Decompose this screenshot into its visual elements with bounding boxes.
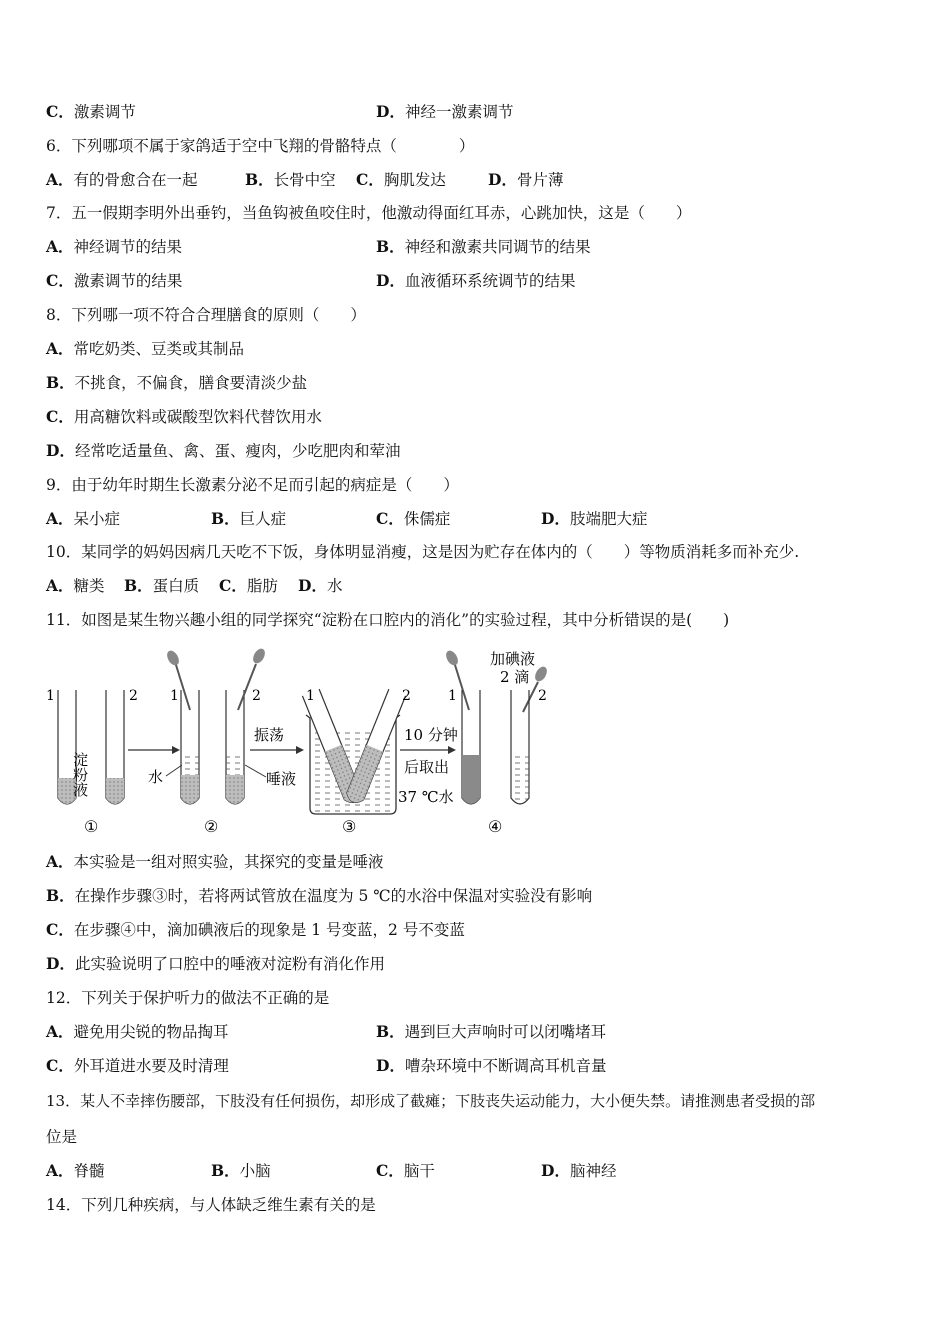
q13-stem-line1: 13．某人不幸摔伤腰部，下肢没有任何损伤，却形成了截瘫；下肢丧失运动能力，大小便失禁。请推测患者受损的部 xyxy=(46,1092,816,1110)
option-text: 激素调节 xyxy=(73,103,136,121)
q5-option-d xyxy=(376,102,513,122)
q8-option-b xyxy=(46,373,307,393)
water-bath-beaker xyxy=(302,688,410,814)
q8-stem: 8．下列哪一项不符合合理膳食的原则（ ） xyxy=(46,306,366,324)
option-label: A． xyxy=(46,852,74,871)
q11-option-b xyxy=(46,886,592,906)
q10-option-d xyxy=(298,576,342,596)
option-label: C． xyxy=(46,271,74,290)
take-out-label: 后取出 xyxy=(404,758,450,776)
q7-option-a xyxy=(46,237,182,257)
q12-option-d xyxy=(376,1056,606,1076)
q9-option-d xyxy=(541,509,647,529)
q12-stem: 12．下列关于保护听力的做法不正确的是 xyxy=(46,989,330,1007)
tube-number-1: 1 xyxy=(306,688,315,704)
option-label: A． xyxy=(46,1161,74,1180)
option-label: C． xyxy=(46,407,74,426)
option-label: D． xyxy=(376,102,405,121)
iodine-label: 加碘液 xyxy=(490,650,536,668)
option-text: 外耳道进水要及时清理 xyxy=(73,1057,229,1075)
option-label: A． xyxy=(46,339,74,358)
tube-number-1: 1 xyxy=(46,688,55,704)
option-text: 侏儒症 xyxy=(403,510,451,528)
option-label: D． xyxy=(541,1161,570,1180)
option-text: 神经调节的结果 xyxy=(73,238,183,256)
option-label: C． xyxy=(46,102,74,121)
option-text: 用高糖饮料或碳酸型饮料代替饮用水 xyxy=(73,408,322,426)
option-label: B． xyxy=(124,576,153,595)
option-label: D． xyxy=(46,954,75,973)
q11-stem: 11．如图是某生物兴趣小组的同学探究“淀粉在口腔内的消化”的实验过程，其中分析错误的是( ) xyxy=(46,611,730,629)
option-label: B． xyxy=(376,1022,405,1041)
q6-stem: 6．下列哪项不属于家鸽适于空中飞翔的骨骼特点（ ） xyxy=(46,137,475,155)
option-text: 巨人症 xyxy=(239,510,287,528)
option-text: 本实验是一组对照实验，其探究的变量是唾液 xyxy=(73,853,384,871)
tube-number-2: 2 xyxy=(538,688,547,704)
q10-stem: 10．某同学的妈妈因病几天吃不下饭，身体明显消瘦，这是因为贮存在体内的（ ）等物质消耗多而补充少. xyxy=(46,543,800,561)
option-label: C． xyxy=(376,509,404,528)
option-text: 嘈杂环境中不断调高耳机音量 xyxy=(404,1057,607,1075)
tube-number-1: 1 xyxy=(448,688,457,704)
q7-option-b xyxy=(376,237,591,257)
step-3-marker: ③ xyxy=(342,817,357,836)
option-label: A． xyxy=(46,1022,74,1041)
q5-option-c xyxy=(46,102,136,122)
option-label: B． xyxy=(211,1161,240,1180)
q8-option-a xyxy=(46,339,244,359)
starch-solution-label: 淀粉液 xyxy=(71,752,89,797)
q11-option-c xyxy=(46,920,465,940)
q9-option-b xyxy=(211,509,286,529)
option-text: 神经和激素共同调节的结果 xyxy=(404,238,591,256)
option-label: D． xyxy=(298,576,327,595)
option-label: A． xyxy=(46,576,74,595)
option-label: C． xyxy=(356,170,384,189)
q6-option-b xyxy=(245,170,336,190)
water-label: 水 xyxy=(148,768,164,786)
option-label: C． xyxy=(46,1056,74,1075)
option-label: D． xyxy=(46,441,75,460)
q7-option-c xyxy=(46,271,182,291)
ten-minutes-label: 10 分钟 xyxy=(404,726,458,744)
option-label: C． xyxy=(376,1161,404,1180)
option-text: 小脑 xyxy=(239,1162,271,1180)
option-label: D． xyxy=(541,509,570,528)
q12-option-b xyxy=(376,1022,606,1042)
q6-option-c xyxy=(356,170,446,190)
option-text: 脂肪 xyxy=(246,577,278,595)
q13-option-a xyxy=(46,1161,105,1181)
option-label: D． xyxy=(376,1056,405,1075)
q9-option-a xyxy=(46,509,120,529)
q10-option-b xyxy=(124,576,199,596)
option-text: 脑神经 xyxy=(569,1162,617,1180)
q7-option-d xyxy=(376,271,575,291)
q7-stem: 7．五一假期李明外出垂钓，当鱼钩被鱼咬住时，他激动得面红耳赤，心跳加快，这是（ ） xyxy=(46,204,692,222)
tube-number-2: 2 xyxy=(252,688,261,704)
q14-stem: 14．下列几种疾病，与人体缺乏维生素有关的是 xyxy=(46,1196,376,1214)
q6-option-a xyxy=(46,170,198,190)
option-text: 糖类 xyxy=(73,577,105,595)
option-text: 脑干 xyxy=(403,1162,435,1180)
option-label: A． xyxy=(46,170,74,189)
step-1-marker: ① xyxy=(84,817,99,836)
option-label: B． xyxy=(376,237,405,256)
option-label: C． xyxy=(46,920,74,939)
tube-number-2: 2 xyxy=(129,688,138,704)
step-4-marker: ④ xyxy=(488,817,503,836)
option-label: B． xyxy=(46,373,75,392)
option-text: 激素调节的结果 xyxy=(73,272,183,290)
option-text: 胸肌发达 xyxy=(383,171,446,189)
option-text: 避免用尖锐的物品掏耳 xyxy=(73,1023,229,1041)
option-text: 长骨中空 xyxy=(273,171,336,189)
option-label: B． xyxy=(245,170,274,189)
option-text: 经常吃适量鱼、禽、蛋、瘦肉，少吃肥肉和荤油 xyxy=(74,442,401,460)
option-text: 不挑食，不偏食，膳食要清淡少盐 xyxy=(74,374,308,392)
shake-label: 振荡 xyxy=(254,726,285,744)
option-label: C． xyxy=(219,576,247,595)
option-text: 在步骤④中，滴加碘液后的现象是 1 号变蓝，2 号不变蓝 xyxy=(73,921,465,939)
option-label: D． xyxy=(376,271,405,290)
option-label: A． xyxy=(46,237,74,256)
water-temp-label: 37 ℃水 xyxy=(398,788,454,806)
tube-number-1: 1 xyxy=(170,688,179,704)
tube-number-2: 2 xyxy=(402,688,411,704)
option-text: 骨片薄 xyxy=(516,171,564,189)
q10-option-c xyxy=(219,576,278,596)
option-text: 血液循环系统调节的结果 xyxy=(404,272,576,290)
q12-option-c xyxy=(46,1056,229,1076)
option-text: 常吃奶类、豆类或其制品 xyxy=(73,340,245,358)
q8-option-c xyxy=(46,407,322,427)
option-text: 神经一激素调节 xyxy=(404,103,514,121)
option-text: 有的骨愈合在一起 xyxy=(73,171,198,189)
q10-option-a xyxy=(46,576,105,596)
option-text: 此实验说明了口腔中的唾液对淀粉有消化作用 xyxy=(74,955,385,973)
step-2-marker: ② xyxy=(204,817,219,836)
option-text: 水 xyxy=(326,577,343,595)
q11-option-a xyxy=(46,852,384,872)
option-text: 肢端肥大症 xyxy=(569,510,648,528)
q12-option-a xyxy=(46,1022,229,1042)
q13-option-d xyxy=(541,1161,616,1181)
q8-option-d xyxy=(46,441,400,461)
q13-stem-line2: 位是 xyxy=(46,1128,78,1146)
q6-option-d xyxy=(488,170,563,190)
option-label: D． xyxy=(488,170,517,189)
option-label: B． xyxy=(211,509,240,528)
option-text: 在操作步骤③时，若将两试管放在温度为 5 ℃的水浴中保温对实验没有影响 xyxy=(74,887,593,905)
experiment-figure xyxy=(44,640,559,845)
option-label: A． xyxy=(46,509,74,528)
step4-tubes xyxy=(444,649,550,804)
saliva-label: 唾液 xyxy=(266,770,297,788)
iodine-drops-label: 2 滴 xyxy=(500,668,530,686)
q9-option-c xyxy=(376,509,450,529)
q13-option-b xyxy=(211,1161,271,1181)
q9-stem: 9．由于幼年时期生长激素分泌不足而引起的病症是（ ） xyxy=(46,476,459,494)
q11-option-d xyxy=(46,954,385,974)
option-label: B． xyxy=(46,886,75,905)
option-text: 蛋白质 xyxy=(152,577,200,595)
option-text: 脊髓 xyxy=(73,1162,105,1180)
option-text: 遇到巨大声响时可以闭嘴堵耳 xyxy=(404,1023,607,1041)
option-text: 呆小症 xyxy=(73,510,121,528)
q13-option-c xyxy=(376,1161,435,1181)
step1-tubes xyxy=(46,688,138,804)
